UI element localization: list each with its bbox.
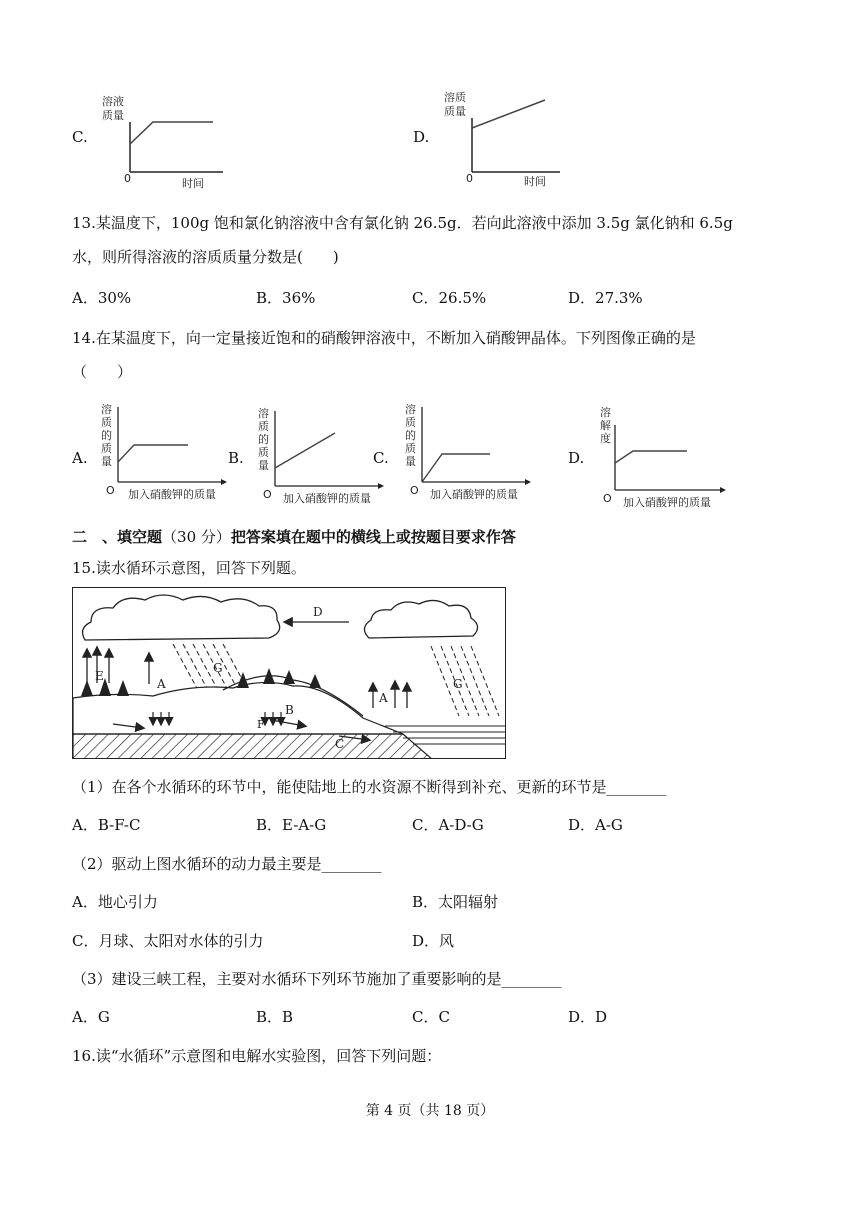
graph-d-ylabel-1: 溶质 xyxy=(444,91,466,104)
graph-d-xlabel: 时间 xyxy=(524,175,546,188)
q13-line-2: 水，则所得溶液的溶质质量分数是( ) xyxy=(72,248,339,266)
graph-c-origin: 0 xyxy=(124,172,131,185)
q14-graph-c-line xyxy=(422,454,490,482)
section-heading xyxy=(72,526,516,547)
section-instruction: 把答案填在题中的横线上或按题目要求作答 xyxy=(230,528,516,546)
svg-text:量: 量 xyxy=(101,455,112,468)
q14-graph-b-line xyxy=(275,433,335,468)
option-c-label: C. xyxy=(72,128,88,146)
q15-sub1-option-c: C．A-D-G xyxy=(412,816,484,834)
graph-c-ylabel-2: 质量 xyxy=(102,109,124,122)
graph-c-ylabel-1: 溶液 xyxy=(102,95,124,108)
q13-option-b: B．36% xyxy=(256,289,316,307)
svg-text:O: O xyxy=(106,484,115,497)
svg-text:G: G xyxy=(453,677,463,691)
q15-sub1-option-d: D．A-G xyxy=(568,816,623,834)
q15-sub2-option-b: B．太阳辐射 xyxy=(412,893,499,911)
water-cycle-diagram xyxy=(72,587,506,759)
svg-text:E: E xyxy=(95,669,104,683)
q15-sub1: （1）在各个水循环的环节中，能使陆地上的水资源不断得到补充、更新的环节是________ xyxy=(72,778,667,796)
section-score: （30 分） xyxy=(162,528,231,546)
q14-graph-b xyxy=(253,406,388,506)
q15-stem: 15.读水循环示意图，回答下列题。 xyxy=(72,559,306,577)
q15-sub1-option-a: A．B-F-C xyxy=(72,816,141,834)
svg-text:O: O xyxy=(410,484,419,497)
q13-line-1: 13.某温度下，100g 饱和氯化钠溶液中含有氯化钠 26.5g．若向此溶液中添加 3.5g 氯化钠和 6.5g xyxy=(72,214,733,232)
q14-label-c: C. xyxy=(373,449,389,467)
graph-d-origin: 0 xyxy=(466,172,473,185)
q15-sub3-option-d: D．D xyxy=(568,1008,608,1026)
q14-line-1: 14.在某温度下，向一定量接近饱和的硝酸钾溶液中，不断加入硝酸钾晶体。下列图像正确的是 xyxy=(72,329,696,347)
svg-text:G: G xyxy=(213,661,223,675)
q14-label-a: A. xyxy=(72,449,88,467)
cloud-left xyxy=(83,595,280,640)
graph-d-ylabel-2: 质量 xyxy=(444,105,466,118)
svg-text:质: 质 xyxy=(258,446,269,459)
svg-text:加入硝酸钾的质量: 加入硝酸钾的质量 xyxy=(623,496,711,509)
svg-text:解: 解 xyxy=(600,419,611,432)
bedrock xyxy=(73,734,433,759)
svg-text:质: 质 xyxy=(405,416,416,429)
svg-text:的: 的 xyxy=(101,429,112,442)
q13-option-d: D．27.3% xyxy=(568,289,643,307)
q13-option-a: A．30% xyxy=(72,289,132,307)
q14-label-d: D. xyxy=(568,449,585,467)
graph-d xyxy=(440,88,570,188)
q15-sub2-option-c: C．月球、太阳对水体的引力 xyxy=(72,932,264,950)
svg-text:量: 量 xyxy=(405,455,416,468)
svg-text:O: O xyxy=(263,488,272,501)
svg-text:加入硝酸钾的质量: 加入硝酸钾的质量 xyxy=(128,488,216,501)
graph-c-line xyxy=(130,122,213,144)
svg-text:溶: 溶 xyxy=(101,403,112,416)
q14-graph-c xyxy=(400,402,535,502)
svg-text:质: 质 xyxy=(101,442,112,455)
svg-text:的: 的 xyxy=(405,429,416,442)
option-d-label: D. xyxy=(413,128,430,146)
svg-text:加入硝酸钾的质量: 加入硝酸钾的质量 xyxy=(430,488,518,501)
svg-text:A: A xyxy=(379,691,388,705)
q13-option-c: C．26.5% xyxy=(412,289,487,307)
q14-graph-d xyxy=(595,405,730,510)
q16-stem: 16.读“水循环”示意图和电解水实验图，回答下列问题： xyxy=(72,1047,442,1065)
q14-graph-d-line xyxy=(615,451,687,463)
svg-text:溶: 溶 xyxy=(600,406,611,419)
svg-text:的: 的 xyxy=(258,433,269,446)
svg-text:量: 量 xyxy=(258,459,269,472)
svg-text:O: O xyxy=(603,492,612,505)
q15-sub3: （3）建设三峡工程，主要对水循环下列环节施加了重要影响的是________ xyxy=(72,970,562,988)
svg-text:溶: 溶 xyxy=(405,403,416,416)
q14-line-2: （ ） xyxy=(72,363,133,381)
q15-sub2-option-d: D．风 xyxy=(412,932,455,950)
svg-text:质: 质 xyxy=(258,420,269,433)
svg-text:度: 度 xyxy=(600,432,611,445)
graph-c-xlabel: 时间 xyxy=(182,177,204,190)
svg-text:F: F xyxy=(257,718,265,731)
graph-c xyxy=(98,92,228,192)
q15-sub2: （2）驱动上图水循环的动力最主要是________ xyxy=(72,855,382,873)
q15-sub3-option-c: C．C xyxy=(412,1008,450,1026)
q14-label-b: B. xyxy=(228,449,244,467)
graph-d-line xyxy=(472,100,545,128)
svg-text:溶: 溶 xyxy=(258,407,269,420)
q15-sub2-option-a: A．地心引力 xyxy=(72,893,158,911)
cloud-right xyxy=(364,600,477,638)
section-title: 填空题 xyxy=(117,528,163,546)
svg-text:质: 质 xyxy=(405,442,416,455)
svg-text:A: A xyxy=(157,677,166,691)
svg-text:质: 质 xyxy=(101,416,112,429)
q15-sub3-option-b: B．B xyxy=(256,1008,294,1026)
page-footer: 第 4 页（共 18 页） xyxy=(365,1103,495,1119)
q14-graph-a-line xyxy=(118,445,188,462)
svg-text:加入硝酸钾的质量: 加入硝酸钾的质量 xyxy=(283,492,371,505)
q15-sub3-option-a: A．G xyxy=(72,1008,110,1026)
svg-text:D: D xyxy=(313,605,323,619)
section-number: 二 、 xyxy=(72,528,118,546)
svg-text:B: B xyxy=(285,703,294,717)
q14-graph-a xyxy=(96,402,231,502)
q15-sub1-option-b: B．E-A-G xyxy=(256,816,327,834)
